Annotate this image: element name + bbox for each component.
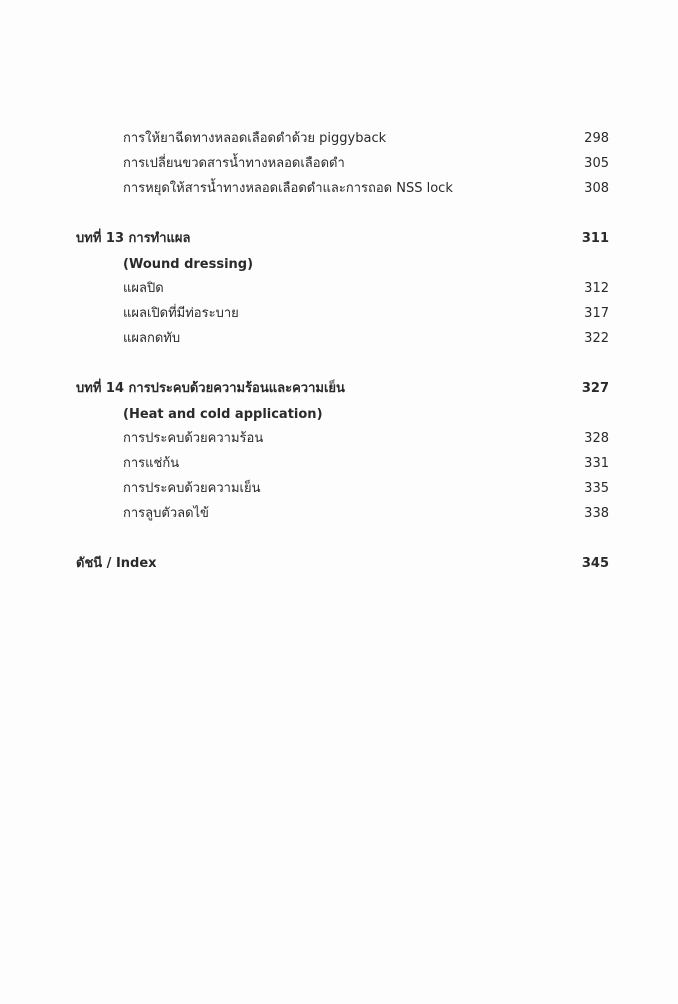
chapter-subtitle: (Heat and cold application) (123, 407, 323, 422)
chapter-title: บทที่ 13 การทำแผล (76, 231, 191, 246)
toc-entry-label: การลูบตัวลดไข้ (123, 506, 209, 521)
toc-entry-label: แผลกดทับ (123, 331, 181, 346)
toc-entry-page: 305 (584, 156, 609, 171)
toc-entry (0, 278, 678, 300)
toc-entry-page: 335 (584, 481, 609, 496)
toc-entry (0, 503, 678, 525)
index-heading (0, 553, 678, 575)
toc-entry-label: การให้ยาฉีดทางหลอดเลือดดำด้วย piggyback (123, 131, 387, 146)
chapter-title: บทที่ 14 การประคบด้วยความร้อนและความเย็น (76, 381, 345, 396)
index-page: 345 (581, 556, 609, 571)
chapter-subtitle: (Wound dressing) (123, 257, 254, 272)
toc-entry-page: 317 (584, 306, 609, 321)
toc-entry-page: 308 (584, 181, 609, 196)
toc-entry-label: การหยุดให้สารน้ำทางหลอดเลือดดำและการถอด NSS lock (123, 181, 453, 196)
toc-entry-page: 338 (584, 506, 609, 521)
toc-entry-page: 298 (584, 131, 609, 146)
chapter-page: 327 (581, 381, 609, 396)
toc-entry-label: การแช่ก้น (123, 456, 180, 471)
toc-entry-page: 322 (584, 331, 609, 346)
chapter-14-heading (0, 378, 678, 400)
toc-entry-page: 331 (584, 456, 609, 471)
chapter-13-heading (0, 228, 678, 250)
toc-entry (0, 153, 678, 175)
index-title: ดัชนี / Index (76, 556, 157, 571)
toc-entry (0, 478, 678, 500)
toc-entry (0, 428, 678, 450)
toc-entry-label: การประคบด้วยความร้อน (123, 431, 264, 446)
toc-entry (0, 128, 678, 150)
chapter-page: 311 (581, 231, 609, 246)
toc-entry (0, 328, 678, 350)
chapter-14-subtitle (0, 404, 678, 426)
toc-entry (0, 178, 678, 200)
toc-entry-page: 312 (584, 281, 609, 296)
toc-entry-label: แผลปิด (123, 281, 164, 296)
toc-entry-page: 328 (584, 431, 609, 446)
toc-entry (0, 453, 678, 475)
toc-entry-label: การประคบด้วยความเย็น (123, 481, 261, 496)
chapter-13-subtitle (0, 254, 678, 276)
toc-entry-label: การเปลี่ยนขวดสารน้ำทางหลอดเลือดดำ (123, 156, 345, 171)
toc-entry (0, 303, 678, 325)
toc-entry-label: แผลเปิดที่มีท่อระบาย (123, 306, 239, 321)
